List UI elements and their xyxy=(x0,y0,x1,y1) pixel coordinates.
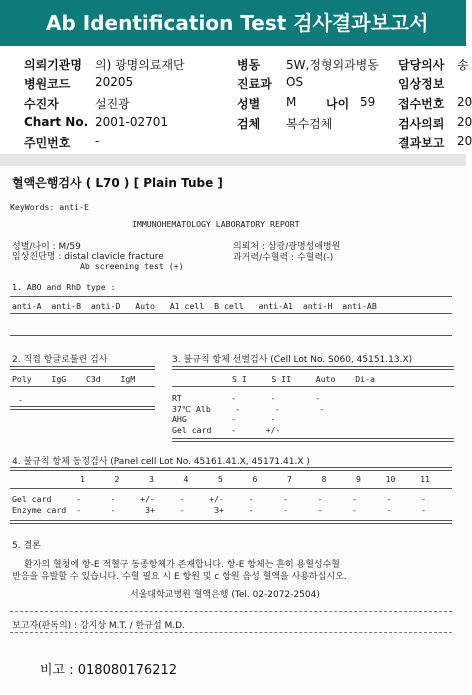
panel-columns: 1 2 3 4 5 6 7 8 9 10 11 xyxy=(80,474,430,484)
rule-line xyxy=(10,366,155,370)
report-subtitle: IMMUNOHEMATOLOGY LABORATORY REPORT xyxy=(132,219,300,229)
reporter-line: 보고자(판독의) : 강지상 M.T. / 한규섭 M.D. xyxy=(12,621,185,631)
ward-value: 5W,정형외과병동 xyxy=(286,58,379,72)
rule-line xyxy=(10,520,452,524)
hospital-value: 의) 광명의료재단 xyxy=(95,58,185,72)
keywords: KeyWords: anti-E xyxy=(10,202,89,212)
specimen-label: 검체 xyxy=(237,117,261,131)
scanned-report xyxy=(0,166,466,695)
report-title: Ab Identification Test 검사결과보고서 xyxy=(0,0,466,46)
panel-rows: Gel card - - +/- - +/- - - - - - - Enzyme card - - 3+ - 3+ - - - - - - xyxy=(12,494,427,515)
doctor-value: 송 xyxy=(457,58,469,72)
report-value: 20 xyxy=(457,134,472,148)
screening-rows: RT - - - 37℃ Alb - - - AHG - - Gel card - +/- xyxy=(172,393,325,435)
dat-value: - xyxy=(18,395,23,405)
rule-line xyxy=(10,335,452,336)
dat-columns: Poly IgG C3d IgM xyxy=(12,374,136,384)
code-label: 병원코드 xyxy=(24,77,71,91)
test-line: Ab screening test (+) xyxy=(80,261,184,271)
rule-line xyxy=(10,488,452,489)
doctor-label: 담당의사 xyxy=(398,58,445,72)
sex-age-line: 성별/나이 : M/59 xyxy=(12,242,81,252)
doc-heading: 혈액은행검사 ( L70 ) [ Plain Tube ] xyxy=(12,176,223,190)
rule-line xyxy=(10,386,155,387)
section-divider xyxy=(0,154,466,166)
sec3-title: 3. 불규칙 항체 선별검사 (Cell Lot No. S060, 45151.13.X) xyxy=(172,355,413,365)
receipt-no-value: 20 xyxy=(457,95,472,109)
rule-line xyxy=(10,406,155,410)
sec2-title: 2. 직접 항글로불린 검사 xyxy=(12,355,108,365)
sec5-title: 5. 결론 xyxy=(12,541,41,551)
rule-line xyxy=(172,386,454,387)
note-line: 비고 : 018080176212 xyxy=(40,663,178,678)
diagnosis-line: 임상진단명 : distal clavicle fracture xyxy=(12,252,164,262)
age-label: 나이 xyxy=(326,97,350,111)
report-label: 결과보고 xyxy=(398,136,445,150)
blood-bank-line: 서울대학교병원 혈액은행 (Tel. 02-2072-2504) xyxy=(130,590,320,600)
conclusion-line-1: 환자의 혈청에 항-E 적혈구 동종항체가 존재합니다. 항-E 항체는 흔히 용혈성수혈 xyxy=(24,560,340,570)
rule-line xyxy=(172,438,454,442)
rule-line xyxy=(10,467,452,471)
resident-id-value: - xyxy=(95,134,100,148)
sec4-title: 4. 불규칙 항체 동정검사 (Panel cell Lot No. 45161.41.X, 45171.41.X ) xyxy=(12,457,310,467)
chart-no-value: 2001-02701 xyxy=(95,115,169,129)
referral-line: 의뢰처 : 삼광/광명성애병원 xyxy=(233,242,341,252)
hospital-label: 의뢰기관명 xyxy=(24,58,82,72)
rule-line xyxy=(10,296,452,297)
dept-value: OS xyxy=(286,75,304,89)
sec1-title: 1. ABO and RhD type : xyxy=(12,282,116,292)
history-line: 과거력/수혈력 : 수혈력(-) xyxy=(233,253,334,263)
rule-line xyxy=(10,632,452,633)
clinical-info-label: 임상정보 xyxy=(398,77,445,91)
conclusion-line-2: 반응을 유발할 수 있습니다. 수혈 필요 시 E 항원 및 c 항원 음성 혈액을 사용하십시오. xyxy=(12,572,347,582)
receiver-value: 설진광 xyxy=(95,97,130,111)
receipt-no-label: 접수번호 xyxy=(398,97,445,111)
request-label: 검사의뢰 xyxy=(398,117,445,131)
receiver-label: 수진자 xyxy=(24,97,59,111)
ward-label: 병동 xyxy=(237,58,261,72)
chart-no-label: Chart No. xyxy=(24,115,89,129)
specimen-value: 복수검체 xyxy=(286,117,333,131)
abo-columns: anti-A anti-B anti-D Auto A1 cell B cell anti-A1 anti-H anti-AB xyxy=(12,301,377,311)
screening-columns: S I S II Auto Di-a xyxy=(232,374,375,384)
code-value: 20205 xyxy=(95,75,134,89)
age-value: 59 xyxy=(360,95,376,109)
rule-line xyxy=(172,366,454,370)
rule-line xyxy=(10,611,452,612)
sex-value: M xyxy=(286,95,297,109)
dept-label: 진료과 xyxy=(237,77,272,91)
sex-label: 성별 xyxy=(237,97,261,111)
rule-line xyxy=(10,313,452,314)
request-value: 20 xyxy=(457,115,472,129)
resident-id-label: 주민번호 xyxy=(24,136,71,150)
